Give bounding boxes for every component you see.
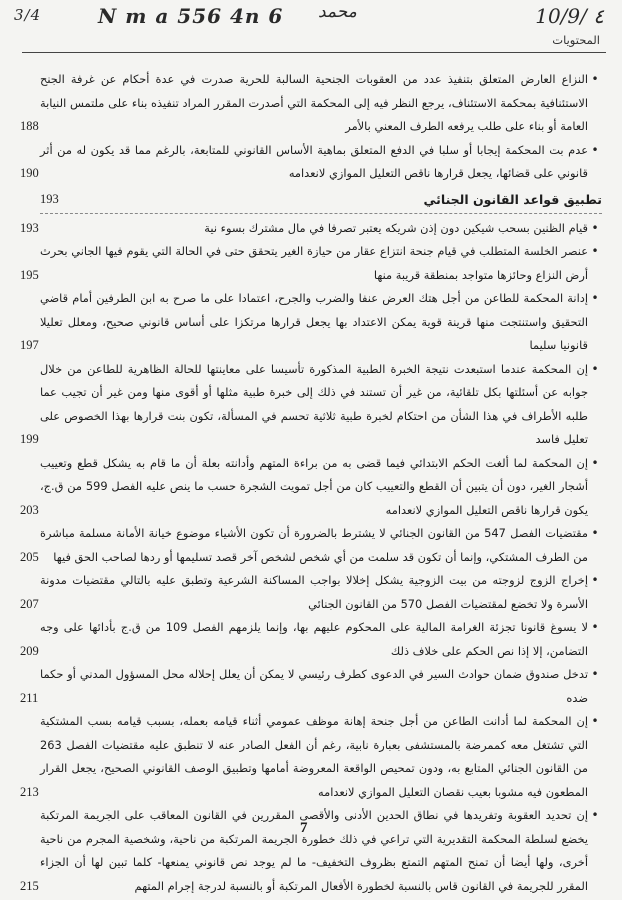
bullet-icon: •: [591, 361, 599, 376]
toc-entry: [20, 452, 602, 523]
toc-entry: [20, 522, 602, 569]
toc-entry-page: 213: [20, 784, 39, 799]
toc-entry-page: 188: [20, 119, 39, 133]
page-title: المحتويات: [552, 33, 600, 47]
bullet-icon: •: [591, 142, 599, 157]
bullet-icon: •: [591, 714, 599, 728]
toc-entry-text: النزاع العارض المتعلق بتنفيذ عدد من العقوبات الجنحية السالبة للحرية صدرت في عدة أحكام عن غرفة الجنح الاستئنافية بمحكمة الاستئناف، يرجع النظر فيه إلى المحكمة التي أصدرت المقرر المراد تنفيذه بناء على ملتمس النيابة العامة أو بناء على طلب يرفعه الطرف المعني بالأمر: [40, 72, 588, 133]
bullet-icon: •: [591, 808, 599, 822]
table-of-contents: [20, 68, 602, 898]
page-number: 7: [300, 820, 308, 836]
toc-entry: [20, 663, 602, 710]
toc-entry: [20, 358, 602, 452]
toc-entry: [20, 569, 602, 616]
bullet-icon: •: [591, 667, 599, 681]
section-page: 193: [40, 191, 59, 206]
toc-entry: [20, 804, 602, 898]
bullet-icon: •: [591, 72, 599, 86]
bullet-icon: •: [591, 526, 599, 540]
toc-entry-page: 215: [20, 878, 39, 893]
toc-entry-page: 197: [20, 338, 39, 352]
toc-entry-text: عنصر الخلسة المتطلب في قيام جنحة انتزاع عقار من حيازة الغير يتحقق حتى في الحالة التي يقوم فيها الجاني بحرث أرض النزاع وحائزها متواجد بمنطقة قريبة منها: [40, 244, 588, 282]
toc-entry-text: لا يسوغ قانونا تجزئة الغرامة المالية على المحكوم عليهم بها، وإنما يلزمهم الفصل 109 من ق.ج بأدائها على وجه التضامن، إلا إذا نص الحكم على خلاف ذلك: [40, 620, 588, 658]
toc-entry: [20, 68, 602, 139]
toc-entry-page: 203: [20, 502, 39, 517]
toc-entry-text: مقتضيات الفصل 547 من القانون الجنائي لا يشترط بالضرورة أن تكون الأشياء موضوع خيانة الأمانة مسلمة مباشرة من الطرف المشتكي، وإنما أن تكون قد سلمت من أي شخص لشخص آخر قصد تسليمها أو ردها لصاحب الحق فيها: [40, 526, 589, 564]
toc-entry-text: إخراج الزوج لزوجته من بيت الزوجية يشكل إخلالا بواجب المساكنة الشرعية وتطبق عليه بالتالي مقتضيات مدونة الأسرة ولا تخضع لمقتضيات الفصل 570 من القانون الجنائي: [40, 573, 588, 611]
bullet-icon: •: [591, 573, 599, 587]
handwritten-date: 10/9/ ٤: [535, 4, 604, 28]
toc-entry-page: 195: [20, 267, 39, 282]
toc-entry: [20, 710, 602, 804]
toc-entry-text: تدخل صندوق ضمان حوادث السير في الدعوى كطرف رئيسي لا يمكن أن يعلل إحلاله محل المسؤول المدني أو حكما ضده: [40, 667, 588, 705]
bullet-icon: •: [591, 455, 599, 470]
section-heading: [40, 188, 602, 214]
header-divider: [22, 52, 606, 53]
bullet-icon: •: [591, 244, 599, 258]
toc-entry-page: 205: [20, 549, 39, 564]
handwritten-reference-code: N m a 556 4n 6: [98, 4, 284, 28]
handwritten-name: محمد: [318, 2, 357, 22]
toc-entry-page: 190: [20, 166, 39, 180]
toc-entry-page: 199: [20, 432, 39, 446]
handwritten-page-count: 3/4: [14, 6, 42, 24]
toc-entry-text: إن المحكمة عندما استبعدت نتيجة الخبرة الطبية المذكورة تأسيسا على معاينتها للحالة الظاهرية للطاعن من خلال جوابه عن أسئلتها بكل تلقائية، من غير أن تستند في ذلك إلى خبرة طبية مثلها أو أقوى منها ومن غير أن تجيب عما طلبه الأطراف في هذا الشأن من احتكام لخبرة طبية ثلاثية تحسم في المسألة، تكون بنت قرارها بهذا الخصوص على تعليل فاسد: [40, 361, 588, 446]
toc-entry: [20, 616, 602, 663]
toc-entry-text: إن المحكمة لما ألغت الحكم الابتدائي فيما قضى به من براءة المتهم وأدانته بعلة أن ما قام به يشكل قطع وتعييب أشجار الغير، دون أن يتبين أن القطع والتعييب كان من أجل تمويت الشجرة حسب ما ينص عليه الفصل 599 من ق.ج، يكون قرارها ناقص التعليل الموازي لانعدامه: [40, 455, 588, 517]
toc-entry-page: 207: [20, 596, 39, 611]
toc-entry-page: 209: [20, 643, 39, 658]
toc-entry-page: 193: [20, 220, 39, 235]
toc-entry-text: إن تحديد العقوبة وتفريدها في نطاق الحدين الأدنى والأقصى المقررين في القانون المعاقب على الجريمة المرتكبة يخضع لسلطة المحكمة التقديرية التي تراعي في ذلك خطورة الجريمة المرتكبة من ناحية، وشخصية المجرم من ناحية أخرى، ولها أيضا أن تمنح المتهم التمتع بظروف التخفيف- ما لم يوجد نص قانوني يمنعها- كلما تبين لها أن الجزاء المقرر للجريمة في القانون قاس بالنسبة لخطورة الأفعال المرتكبة أو بالنسبة لدرجة إجرام المتهم: [40, 808, 588, 893]
toc-entry: [20, 287, 602, 358]
toc-entry-text: إن المحكمة لما أدانت الطاعن من أجل جنحة إهانة موظف عمومي أثناء قيامه بعمله، بسبب قيامه بسب المشتكية التي تشتغل معه كممرضة بالمستشفى بعبارة نابية، رغم أن الفعل الصادر عنه لا تنطبق عليه مقتضيات الفصل 263 من القانون الجنائي المتابع به، ودون تمحيص الواقعة المعروضة أمامها وتطبيق الوصف القانوني الصحيح، يجعل القرار المطعون فيه مشوبا بعيب نقصان التعليل الموازي لانعدامه: [40, 714, 588, 799]
bullet-icon: •: [591, 220, 599, 235]
bullet-icon: •: [591, 291, 599, 305]
toc-entry-text: عدم بت المحكمة إيجابا أو سلبا في الدفع المتعلق بماهية الأساس القانوني للمتابعة، بالرغم مما قد يكون له من أثر قانوني على قضائها، يجعل قرارها ناقص التعليل الموازي لانعدامه: [40, 142, 588, 180]
toc-entry: [20, 217, 602, 241]
toc-entry-page: 211: [20, 690, 39, 705]
section-title: تطبيق قواعد القانون الجنائي: [423, 191, 602, 207]
toc-entry: [20, 139, 602, 186]
handwritten-annotations: [0, 0, 622, 40]
toc-entry-text: قيام الظنين بسحب شيكين دون إذن شريكه يعتبر تصرفا في مال مشترك بسوء نية: [204, 220, 588, 235]
toc-entry: [20, 240, 602, 287]
bullet-icon: •: [591, 620, 599, 634]
toc-entry-text: إدانة المحكمة للطاعن من أجل هتك العرض عنفا والضرب والجرح، اعتمادا على ما صرح به ابن الطرفين أمام قاضي التحقيق واستنتجت منها قرينة قوية يمكن الاعتداد بها يجعل قرارها مرتكزا على أساس قانوني صحيح، ومعلل تعليلا قانونيا سليما: [40, 291, 588, 352]
